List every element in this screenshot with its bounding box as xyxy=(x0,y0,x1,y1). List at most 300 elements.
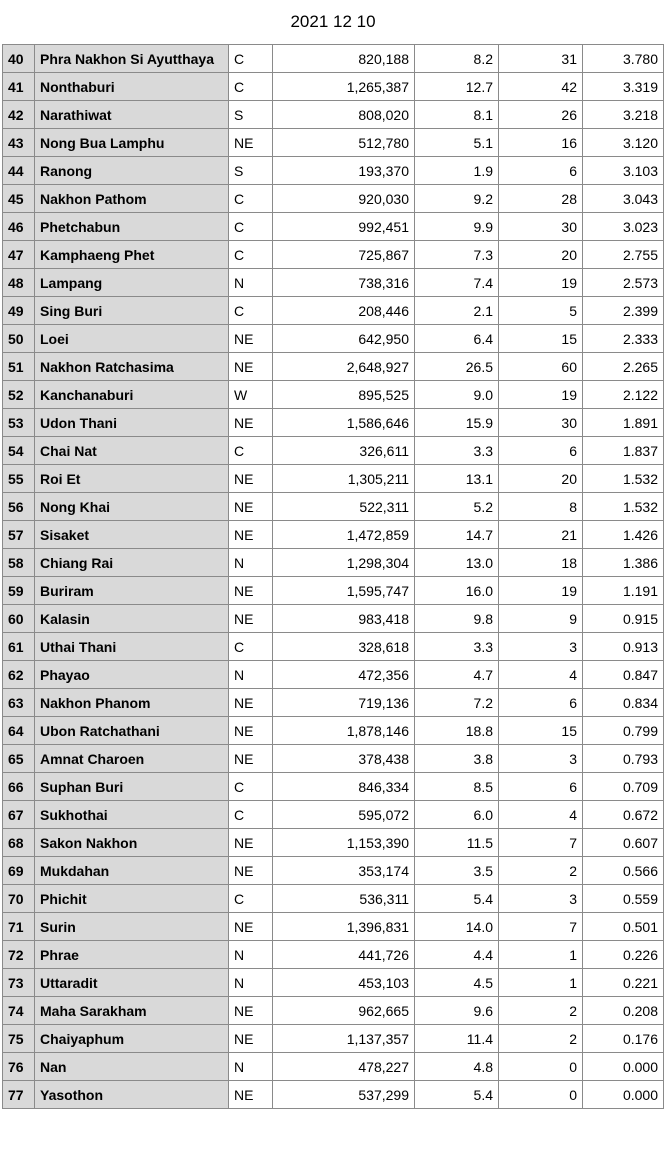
rate-cell: 3.023 xyxy=(583,213,664,241)
cases-cell: 2 xyxy=(499,857,583,885)
rank-cell: 46 xyxy=(3,213,35,241)
population-cell: 441,726 xyxy=(273,941,415,969)
cases-cell: 19 xyxy=(499,381,583,409)
rate-cell: 0.793 xyxy=(583,745,664,773)
cases-cell: 7 xyxy=(499,913,583,941)
rank-cell: 69 xyxy=(3,857,35,885)
rank-cell: 76 xyxy=(3,1053,35,1081)
percent-cell: 4.5 xyxy=(415,969,499,997)
percent-cell: 7.4 xyxy=(415,269,499,297)
region-cell: W xyxy=(229,381,273,409)
cases-cell: 2 xyxy=(499,997,583,1025)
province-cell: Loei xyxy=(35,325,229,353)
percent-cell: 3.3 xyxy=(415,633,499,661)
cases-cell: 42 xyxy=(499,73,583,101)
province-cell: Yasothon xyxy=(35,1081,229,1109)
province-cell: Phichit xyxy=(35,885,229,913)
percent-cell: 9.2 xyxy=(415,185,499,213)
table-row xyxy=(3,857,664,885)
rank-cell: 61 xyxy=(3,633,35,661)
population-cell: 846,334 xyxy=(273,773,415,801)
region-cell: NE xyxy=(229,325,273,353)
rank-cell: 49 xyxy=(3,297,35,325)
table-row xyxy=(3,45,664,73)
rate-cell: 1.532 xyxy=(583,465,664,493)
rank-cell: 42 xyxy=(3,101,35,129)
rate-cell: 0.709 xyxy=(583,773,664,801)
population-cell: 962,665 xyxy=(273,997,415,1025)
table-row xyxy=(3,213,664,241)
rate-cell: 2.399 xyxy=(583,297,664,325)
province-cell: Ranong xyxy=(35,157,229,185)
rank-cell: 67 xyxy=(3,801,35,829)
rate-cell: 0.501 xyxy=(583,913,664,941)
cases-cell: 6 xyxy=(499,157,583,185)
population-cell: 1,586,646 xyxy=(273,409,415,437)
table-row xyxy=(3,1081,664,1109)
region-cell: C xyxy=(229,45,273,73)
table-row xyxy=(3,717,664,745)
province-cell: Ubon Ratchathani xyxy=(35,717,229,745)
cases-cell: 6 xyxy=(499,689,583,717)
population-cell: 1,137,357 xyxy=(273,1025,415,1053)
cases-cell: 21 xyxy=(499,521,583,549)
population-cell: 820,188 xyxy=(273,45,415,73)
percent-cell: 26.5 xyxy=(415,353,499,381)
rank-cell: 53 xyxy=(3,409,35,437)
percent-cell: 6.0 xyxy=(415,801,499,829)
rank-cell: 51 xyxy=(3,353,35,381)
region-cell: N xyxy=(229,1053,273,1081)
table-row xyxy=(3,773,664,801)
cases-cell: 4 xyxy=(499,661,583,689)
province-cell: Chiang Rai xyxy=(35,549,229,577)
rank-cell: 68 xyxy=(3,829,35,857)
region-cell: C xyxy=(229,185,273,213)
province-cell: Maha Sarakham xyxy=(35,997,229,1025)
table-row xyxy=(3,185,664,213)
population-cell: 1,595,747 xyxy=(273,577,415,605)
population-cell: 1,265,387 xyxy=(273,73,415,101)
cases-cell: 0 xyxy=(499,1081,583,1109)
table-row xyxy=(3,521,664,549)
rank-cell: 71 xyxy=(3,913,35,941)
table-row xyxy=(3,465,664,493)
rate-cell: 0.000 xyxy=(583,1081,664,1109)
table-row xyxy=(3,885,664,913)
region-cell: C xyxy=(229,437,273,465)
population-cell: 738,316 xyxy=(273,269,415,297)
population-cell: 453,103 xyxy=(273,969,415,997)
table-row xyxy=(3,605,664,633)
table-row xyxy=(3,297,664,325)
province-cell: Nong Bua Lamphu xyxy=(35,129,229,157)
cases-cell: 20 xyxy=(499,241,583,269)
rank-cell: 74 xyxy=(3,997,35,1025)
page-title: 2021 12 10 xyxy=(290,12,376,31)
population-cell: 1,305,211 xyxy=(273,465,415,493)
percent-cell: 4.8 xyxy=(415,1053,499,1081)
region-cell: NE xyxy=(229,577,273,605)
population-cell: 536,311 xyxy=(273,885,415,913)
province-cell: Suphan Buri xyxy=(35,773,229,801)
region-cell: S xyxy=(229,101,273,129)
province-cell: Kanchanaburi xyxy=(35,381,229,409)
rank-cell: 64 xyxy=(3,717,35,745)
population-cell: 2,648,927 xyxy=(273,353,415,381)
cases-cell: 3 xyxy=(499,633,583,661)
percent-cell: 2.1 xyxy=(415,297,499,325)
rate-cell: 1.837 xyxy=(583,437,664,465)
rate-cell: 0.672 xyxy=(583,801,664,829)
percent-cell: 5.4 xyxy=(415,1081,499,1109)
rate-cell: 0.176 xyxy=(583,1025,664,1053)
rank-cell: 57 xyxy=(3,521,35,549)
table-row xyxy=(3,493,664,521)
cases-cell: 8 xyxy=(499,493,583,521)
province-cell: Nan xyxy=(35,1053,229,1081)
table-row xyxy=(3,549,664,577)
rank-cell: 75 xyxy=(3,1025,35,1053)
population-cell: 719,136 xyxy=(273,689,415,717)
region-cell: N xyxy=(229,269,273,297)
region-cell: NE xyxy=(229,857,273,885)
percent-cell: 13.1 xyxy=(415,465,499,493)
cases-cell: 26 xyxy=(499,101,583,129)
province-cell: Sakon Nakhon xyxy=(35,829,229,857)
table-row xyxy=(3,1053,664,1081)
rank-cell: 47 xyxy=(3,241,35,269)
table-row xyxy=(3,661,664,689)
cases-cell: 1 xyxy=(499,969,583,997)
percent-cell: 12.7 xyxy=(415,73,499,101)
percent-cell: 3.8 xyxy=(415,745,499,773)
population-cell: 512,780 xyxy=(273,129,415,157)
province-cell: Nakhon Ratchasima xyxy=(35,353,229,381)
population-cell: 595,072 xyxy=(273,801,415,829)
rank-cell: 60 xyxy=(3,605,35,633)
population-cell: 808,020 xyxy=(273,101,415,129)
region-cell: N xyxy=(229,549,273,577)
rate-cell: 1.191 xyxy=(583,577,664,605)
rate-cell: 3.043 xyxy=(583,185,664,213)
rate-cell: 3.103 xyxy=(583,157,664,185)
rank-cell: 77 xyxy=(3,1081,35,1109)
cases-cell: 19 xyxy=(499,269,583,297)
rate-cell: 0.221 xyxy=(583,969,664,997)
population-cell: 1,878,146 xyxy=(273,717,415,745)
percent-cell: 8.1 xyxy=(415,101,499,129)
population-cell: 472,356 xyxy=(273,661,415,689)
table-row xyxy=(3,129,664,157)
region-cell: NE xyxy=(229,1081,273,1109)
table-row xyxy=(3,409,664,437)
cases-cell: 2 xyxy=(499,1025,583,1053)
province-cell: Nonthaburi xyxy=(35,73,229,101)
population-cell: 920,030 xyxy=(273,185,415,213)
region-cell: NE xyxy=(229,353,273,381)
cases-cell: 15 xyxy=(499,717,583,745)
rate-cell: 1.532 xyxy=(583,493,664,521)
percent-cell: 14.0 xyxy=(415,913,499,941)
cases-cell: 18 xyxy=(499,549,583,577)
population-cell: 983,418 xyxy=(273,605,415,633)
cases-cell: 60 xyxy=(499,353,583,381)
rank-cell: 43 xyxy=(3,129,35,157)
cases-cell: 6 xyxy=(499,773,583,801)
region-cell: C xyxy=(229,773,273,801)
rate-cell: 2.333 xyxy=(583,325,664,353)
table-row xyxy=(3,1025,664,1053)
rank-cell: 65 xyxy=(3,745,35,773)
rate-cell: 0.915 xyxy=(583,605,664,633)
region-cell: NE xyxy=(229,493,273,521)
population-cell: 328,618 xyxy=(273,633,415,661)
percent-cell: 9.8 xyxy=(415,605,499,633)
percent-cell: 6.4 xyxy=(415,325,499,353)
table-row xyxy=(3,913,664,941)
table-row xyxy=(3,73,664,101)
percent-cell: 5.2 xyxy=(415,493,499,521)
table-row xyxy=(3,997,664,1025)
province-cell: Sisaket xyxy=(35,521,229,549)
rate-cell: 0.566 xyxy=(583,857,664,885)
region-cell: NE xyxy=(229,913,273,941)
percent-cell: 13.0 xyxy=(415,549,499,577)
province-cell: Sing Buri xyxy=(35,297,229,325)
rank-cell: 66 xyxy=(3,773,35,801)
province-cell: Phayao xyxy=(35,661,229,689)
province-cell: Narathiwat xyxy=(35,101,229,129)
population-cell: 1,153,390 xyxy=(273,829,415,857)
table-row xyxy=(3,689,664,717)
table-row xyxy=(3,157,664,185)
region-cell: NE xyxy=(229,689,273,717)
province-cell: Chai Nat xyxy=(35,437,229,465)
population-cell: 537,299 xyxy=(273,1081,415,1109)
cases-cell: 16 xyxy=(499,129,583,157)
province-cell: Kamphaeng Phet xyxy=(35,241,229,269)
rate-cell: 0.000 xyxy=(583,1053,664,1081)
table-row xyxy=(3,829,664,857)
rate-cell: 2.265 xyxy=(583,353,664,381)
percent-cell: 1.9 xyxy=(415,157,499,185)
region-cell: NE xyxy=(229,745,273,773)
rank-cell: 59 xyxy=(3,577,35,605)
rate-cell: 0.799 xyxy=(583,717,664,745)
region-cell: C xyxy=(229,297,273,325)
percent-cell: 15.9 xyxy=(415,409,499,437)
rank-cell: 50 xyxy=(3,325,35,353)
population-cell: 1,298,304 xyxy=(273,549,415,577)
population-cell: 208,446 xyxy=(273,297,415,325)
rate-cell: 3.780 xyxy=(583,45,664,73)
rate-cell: 2.755 xyxy=(583,241,664,269)
percent-cell: 16.0 xyxy=(415,577,499,605)
percent-cell: 8.5 xyxy=(415,773,499,801)
percent-cell: 9.6 xyxy=(415,997,499,1025)
percent-cell: 11.5 xyxy=(415,829,499,857)
cases-cell: 9 xyxy=(499,605,583,633)
population-cell: 642,950 xyxy=(273,325,415,353)
rate-cell: 1.891 xyxy=(583,409,664,437)
province-cell: Roi Et xyxy=(35,465,229,493)
percent-cell: 5.1 xyxy=(415,129,499,157)
cases-cell: 28 xyxy=(499,185,583,213)
province-table xyxy=(2,44,664,1109)
rank-cell: 40 xyxy=(3,45,35,73)
region-cell: NE xyxy=(229,997,273,1025)
rank-cell: 55 xyxy=(3,465,35,493)
population-cell: 193,370 xyxy=(273,157,415,185)
region-cell: NE xyxy=(229,829,273,857)
province-cell: Nong Khai xyxy=(35,493,229,521)
province-cell: Chaiyaphum xyxy=(35,1025,229,1053)
rate-cell: 0.559 xyxy=(583,885,664,913)
population-cell: 1,396,831 xyxy=(273,913,415,941)
region-cell: NE xyxy=(229,521,273,549)
rank-cell: 54 xyxy=(3,437,35,465)
region-cell: C xyxy=(229,801,273,829)
province-cell: Nakhon Phanom xyxy=(35,689,229,717)
province-cell: Amnat Charoen xyxy=(35,745,229,773)
region-cell: NE xyxy=(229,409,273,437)
rank-cell: 45 xyxy=(3,185,35,213)
region-cell: N xyxy=(229,661,273,689)
table-row xyxy=(3,633,664,661)
percent-cell: 18.8 xyxy=(415,717,499,745)
population-cell: 992,451 xyxy=(273,213,415,241)
cases-cell: 30 xyxy=(499,409,583,437)
population-cell: 326,611 xyxy=(273,437,415,465)
province-cell: Nakhon Pathom xyxy=(35,185,229,213)
region-cell: NE xyxy=(229,605,273,633)
region-cell: N xyxy=(229,969,273,997)
region-cell: NE xyxy=(229,129,273,157)
percent-cell: 4.4 xyxy=(415,941,499,969)
percent-cell: 14.7 xyxy=(415,521,499,549)
cases-cell: 3 xyxy=(499,745,583,773)
region-cell: C xyxy=(229,885,273,913)
region-cell: S xyxy=(229,157,273,185)
rank-cell: 72 xyxy=(3,941,35,969)
rank-cell: 48 xyxy=(3,269,35,297)
region-cell: NE xyxy=(229,1025,273,1053)
population-cell: 522,311 xyxy=(273,493,415,521)
cases-cell: 6 xyxy=(499,437,583,465)
rate-cell: 0.847 xyxy=(583,661,664,689)
province-cell: Uttaradit xyxy=(35,969,229,997)
cases-cell: 20 xyxy=(499,465,583,493)
rate-cell: 3.218 xyxy=(583,101,664,129)
rank-cell: 70 xyxy=(3,885,35,913)
rank-cell: 41 xyxy=(3,73,35,101)
rate-cell: 0.607 xyxy=(583,829,664,857)
table-row xyxy=(3,801,664,829)
percent-cell: 9.0 xyxy=(415,381,499,409)
cases-cell: 15 xyxy=(499,325,583,353)
rank-cell: 63 xyxy=(3,689,35,717)
region-cell: C xyxy=(229,213,273,241)
table-row xyxy=(3,381,664,409)
population-cell: 725,867 xyxy=(273,241,415,269)
rate-cell: 3.319 xyxy=(583,73,664,101)
region-cell: NE xyxy=(229,465,273,493)
cases-cell: 5 xyxy=(499,297,583,325)
cases-cell: 1 xyxy=(499,941,583,969)
percent-cell: 3.5 xyxy=(415,857,499,885)
cases-cell: 4 xyxy=(499,801,583,829)
rank-cell: 73 xyxy=(3,969,35,997)
province-cell: Buriram xyxy=(35,577,229,605)
rank-cell: 44 xyxy=(3,157,35,185)
province-cell: Surin xyxy=(35,913,229,941)
province-cell: Uthai Thani xyxy=(35,633,229,661)
table-row xyxy=(3,101,664,129)
region-cell: N xyxy=(229,941,273,969)
region-cell: C xyxy=(229,73,273,101)
percent-cell: 4.7 xyxy=(415,661,499,689)
table-row xyxy=(3,941,664,969)
table-row xyxy=(3,577,664,605)
province-cell: Phrae xyxy=(35,941,229,969)
cases-cell: 31 xyxy=(499,45,583,73)
rate-cell: 0.913 xyxy=(583,633,664,661)
cases-cell: 3 xyxy=(499,885,583,913)
population-cell: 378,438 xyxy=(273,745,415,773)
table-row xyxy=(3,325,664,353)
rate-cell: 0.208 xyxy=(583,997,664,1025)
rate-cell: 3.120 xyxy=(583,129,664,157)
rate-cell: 0.226 xyxy=(583,941,664,969)
table-row xyxy=(3,241,664,269)
province-cell: Mukdahan xyxy=(35,857,229,885)
cases-cell: 0 xyxy=(499,1053,583,1081)
province-cell: Kalasin xyxy=(35,605,229,633)
cases-cell: 19 xyxy=(499,577,583,605)
region-cell: C xyxy=(229,241,273,269)
table-row xyxy=(3,745,664,773)
table-row xyxy=(3,353,664,381)
rate-cell: 2.573 xyxy=(583,269,664,297)
province-cell: Phra Nakhon Si Ayutthaya xyxy=(35,45,229,73)
percent-cell: 3.3 xyxy=(415,437,499,465)
percent-cell: 11.4 xyxy=(415,1025,499,1053)
region-cell: C xyxy=(229,633,273,661)
province-cell: Phetchabun xyxy=(35,213,229,241)
table-row xyxy=(3,437,664,465)
table-body xyxy=(3,45,664,1109)
rate-cell: 1.386 xyxy=(583,549,664,577)
population-cell: 1,472,859 xyxy=(273,521,415,549)
percent-cell: 9.9 xyxy=(415,213,499,241)
rate-cell: 1.426 xyxy=(583,521,664,549)
population-cell: 895,525 xyxy=(273,381,415,409)
percent-cell: 7.2 xyxy=(415,689,499,717)
region-cell: NE xyxy=(229,717,273,745)
table-row xyxy=(3,969,664,997)
rate-cell: 2.122 xyxy=(583,381,664,409)
province-cell: Lampang xyxy=(35,269,229,297)
province-cell: Udon Thani xyxy=(35,409,229,437)
cases-cell: 30 xyxy=(499,213,583,241)
cases-cell: 7 xyxy=(499,829,583,857)
percent-cell: 8.2 xyxy=(415,45,499,73)
table-row xyxy=(3,269,664,297)
rank-cell: 58 xyxy=(3,549,35,577)
rate-cell: 0.834 xyxy=(583,689,664,717)
province-cell: Sukhothai xyxy=(35,801,229,829)
